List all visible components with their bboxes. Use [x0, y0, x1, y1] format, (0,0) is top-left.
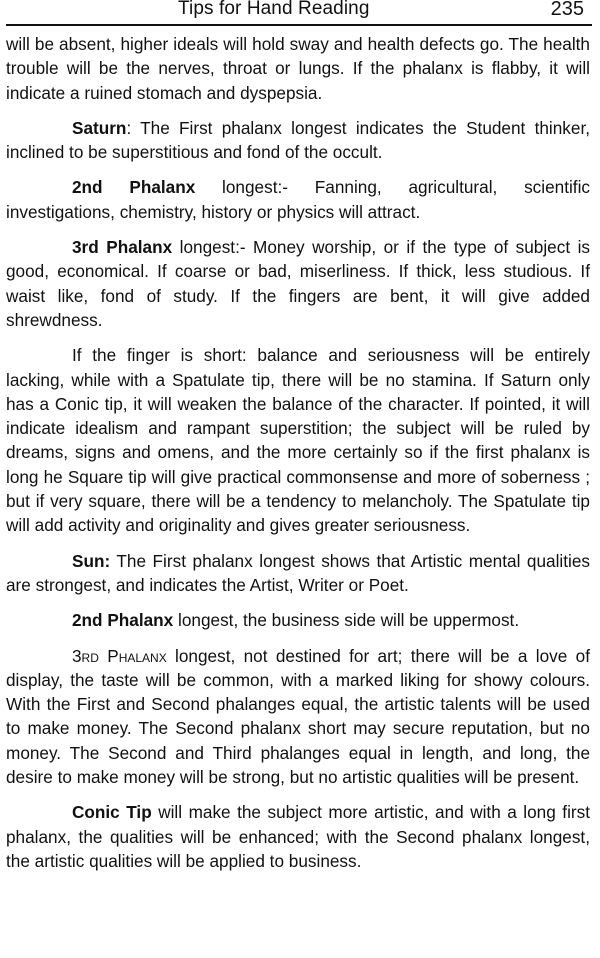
paragraph-text: longest:- Fanning, agricultural, scientific investigations, chemistry, history or physics will attract.: [6, 177, 590, 222]
body-text: [4, 32, 596, 873]
paragraph-text: will make the subject more artistic, and with a long first phalanx, the qualities will be enhanced; with the Second phalanx longest, the artistic qualities will be applied to business.: [6, 802, 590, 871]
paragraph-text: If the finger is short: balance and seriousness will be entirely lacking, while with a Spatulate tip, there will be no stamina. If Saturn only has a Conic tip, it will weaken the balance of the character. If pointed, it will indicate idealism and rampant superstition; the subject will be ruled by dreams, signs and omens, and the more certainly so if the first phalanx is long he Square tip will give practical commonsense and more of soberness ; but if very square, there will be a tendency to melancholy. The Spatulate tip will add activity and originality and gives greater seriousness.: [6, 345, 590, 536]
running-header: [4, 0, 596, 22]
paragraph-saturn-3rd-phalanx: [6, 235, 590, 332]
paragraph-continuation: [6, 32, 590, 105]
paragraph-lead: 2nd Phalanx: [72, 610, 174, 631]
paragraph-lead-smallcaps: 3rd Phalanx: [72, 645, 167, 666]
running-title: Tips for Hand Reading: [178, 0, 370, 19]
paragraph-lead: Sun:: [72, 550, 111, 571]
paragraph-sun: [6, 549, 590, 598]
paragraph-lead: 3rd Phalanx: [72, 237, 173, 258]
paragraph-lead: 2nd Phalanx: [72, 177, 196, 198]
paragraph-saturn-2nd-phalanx: [6, 175, 590, 224]
page-number: 235: [550, 0, 584, 20]
paragraph-text: longest, not destined for art; there will be a love of display, the taste will be common, with a marked liking for showy colours. With the First and Second phalanges equal, the artistic talents will be used to make money. The Second phalanx short may secure reputation, but no money. The Second and Third phalanges equal in length, and long, the desire to make money will be strong, but no artistic qualities will be present.: [6, 645, 590, 788]
paragraph-text: will be absent, higher ideals will hold sway and health defects go. The health trouble will be the nerves, throat or lungs. If the phalanx is flabby, it will indicate a ruined stomach and dyspepsia.: [6, 34, 590, 103]
paragraph-sun-2nd-phalanx: [6, 608, 590, 632]
paragraph-text: The First phalanx longest shows that Artistic mental qualities are strongest, and indicates the Artist, Writer or Poet.: [6, 550, 590, 595]
paragraph-lead: Conic Tip: [72, 802, 152, 823]
paragraph-conic-tip: [6, 800, 590, 873]
paragraph-text: longest:- Money worship, or if the type of subject is good, economical. If coarse or bad, miserliness. If thick, less studious. If waist like, fond of study. If the fingers are bent, it will give added shrewdness.: [6, 237, 590, 330]
paragraph-lead: Saturn: [72, 117, 127, 138]
paragraph-text: longest, the business side will be uppermost.: [173, 610, 520, 631]
paragraph-sun-3rd-phalanx: [6, 644, 590, 790]
header-rule: [6, 24, 592, 26]
paragraph-text: : The First phalanx longest indicates the Student thinker, inclined to be superstitious and fond of the occult.: [6, 117, 590, 163]
paragraph-saturn: [6, 116, 590, 165]
paragraph-short-finger: [6, 343, 590, 537]
